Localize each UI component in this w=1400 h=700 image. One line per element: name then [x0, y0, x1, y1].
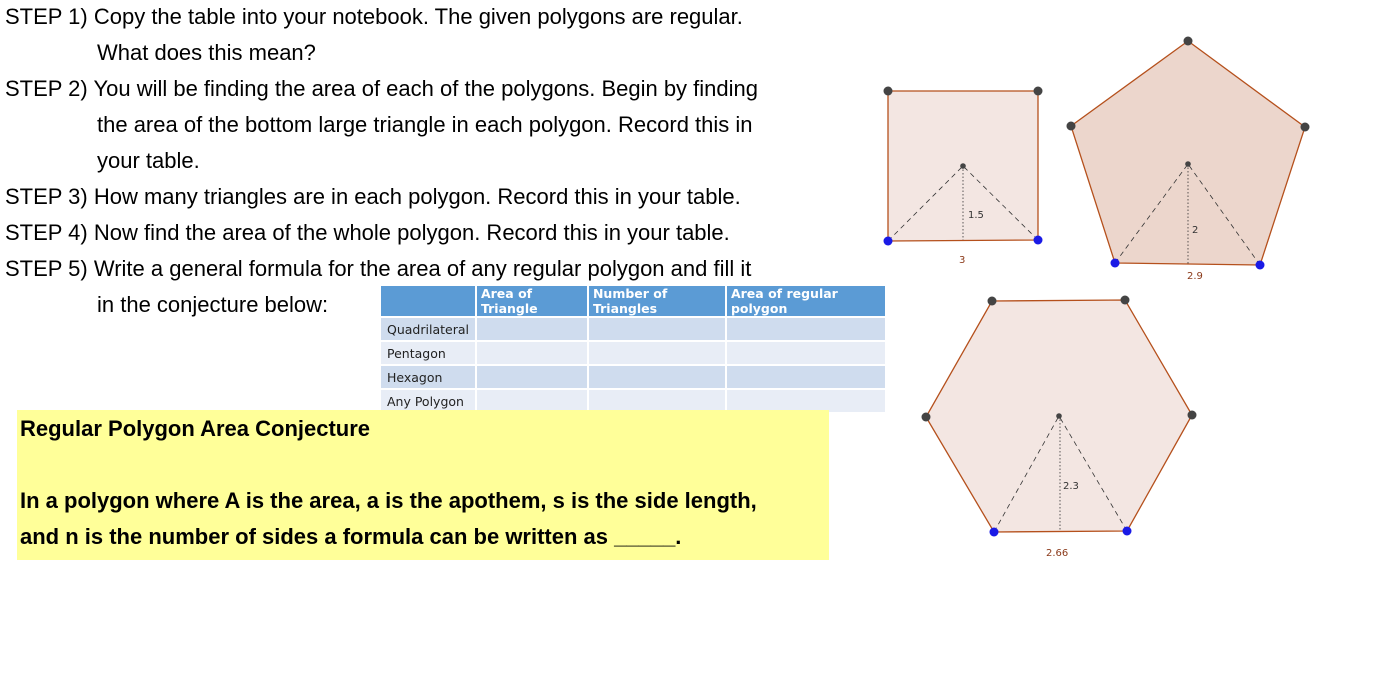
square-side-label: 3: [959, 255, 966, 266]
step-2-cont-1: the area of the bottom large triangle in each polygon. Record this in: [97, 112, 753, 137]
table-header-number-triangles: Number of Triangles: [589, 286, 727, 318]
step-5-cont: in the conjecture below:: [97, 292, 329, 317]
row-label: Any Polygon: [381, 390, 477, 414]
vertex-point[interactable]: [1056, 413, 1062, 419]
table-header-area-polygon: Area of regular polygon: [727, 286, 887, 318]
step-1-cont: What does this mean?: [97, 40, 316, 65]
vertex-point[interactable]: [1301, 123, 1310, 132]
vertex-point[interactable]: [1185, 161, 1191, 167]
vertex-point-blue[interactable]: [1123, 527, 1132, 536]
step-3: STEP 3) How many triangles are in each polygon. Record this in your table.: [5, 184, 741, 209]
hexagon-side-label: 2.66: [1046, 548, 1069, 559]
vertex-point[interactable]: [884, 87, 893, 96]
vertex-point[interactable]: [960, 163, 966, 169]
step-4: STEP 4) Now find the area of the whole polygon. Record this in your table.: [5, 220, 730, 245]
square-figure: [884, 87, 1043, 267]
pentagon-side-label: 2.9: [1187, 271, 1203, 282]
conjecture-title: Regular Polygon Area Conjecture: [20, 416, 371, 441]
vertex-point-blue[interactable]: [1034, 236, 1043, 245]
vertex-point-blue[interactable]: [1256, 261, 1265, 270]
table-header-area-triangle: Area of Triangle: [477, 286, 589, 318]
pentagon-apothem-label: 2: [1192, 225, 1199, 236]
row-label: Hexagon: [381, 366, 477, 390]
row-label: Pentagon: [381, 342, 477, 366]
square-apothem-label: 1.5: [968, 210, 984, 221]
step-2: STEP 2) You will be finding the area of each of the polygons. Begin by finding: [5, 76, 758, 101]
step-2-cont-2: your table.: [97, 148, 200, 173]
vertex-point[interactable]: [988, 297, 997, 306]
vertex-point[interactable]: [1184, 37, 1193, 46]
conjecture-line-2: and n is the number of sides a formula can be written as _____.: [20, 524, 682, 549]
vertex-point[interactable]: [1121, 296, 1130, 305]
vertex-point[interactable]: [1188, 411, 1197, 420]
step-5: STEP 5) Write a general formula for the area of any regular polygon and fill it: [5, 256, 752, 281]
row-label: Quadrilateral: [381, 318, 477, 342]
hexagon-apothem-label: 2.3: [1063, 481, 1079, 492]
vertex-point[interactable]: [1034, 87, 1043, 96]
pentagon-figure: [1067, 37, 1310, 283]
vertex-point[interactable]: [922, 413, 931, 422]
vertex-point-blue[interactable]: [990, 528, 999, 537]
vertex-point-blue[interactable]: [884, 237, 893, 246]
vertex-point[interactable]: [1067, 122, 1076, 131]
vertex-point-blue[interactable]: [1111, 259, 1120, 268]
hexagon-figure: [922, 296, 1197, 560]
conjecture-line-1: In a polygon where A is the area, a is the apothem, s is the side length,: [20, 488, 757, 513]
step-1: STEP 1) Copy the table into your notebook. The given polygons are regular.: [5, 4, 743, 29]
